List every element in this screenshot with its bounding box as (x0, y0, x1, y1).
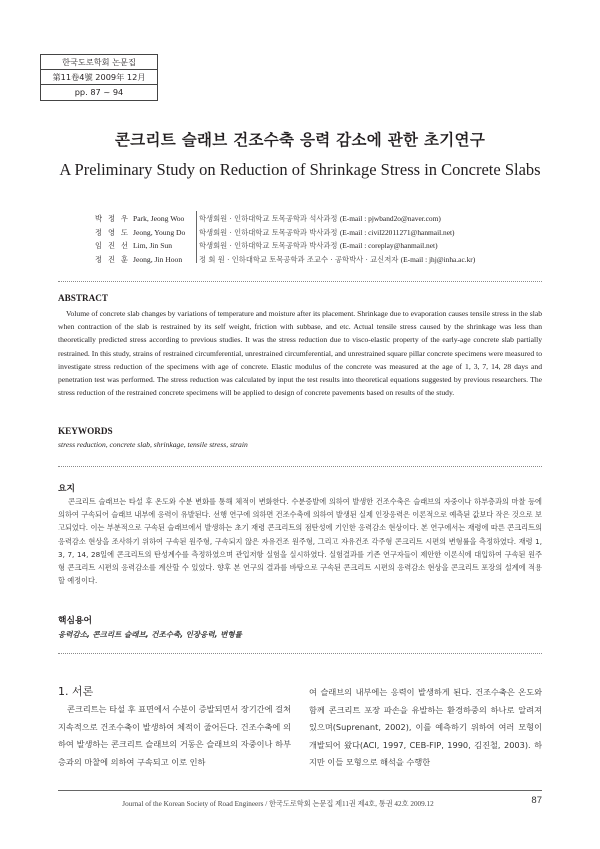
author-name-korean: 임 진 선 (95, 241, 130, 250)
author-name-korean: 박 정 우 (95, 214, 130, 223)
page-number: 87 (531, 795, 542, 806)
section-divider (58, 653, 542, 654)
author-name-korean: 정 영 도 (95, 227, 130, 237)
author-name-korean: 정 진 훈 (95, 254, 130, 264)
keywords-text: stress reduction, concrete slab, shrinkage, tensile stress, strain (58, 440, 248, 449)
journal-name: 한국도로학회 논문집 (41, 55, 157, 70)
section-divider (58, 281, 542, 282)
introduction-text-left: 콘크리트는 타설 후 표면에서 수분이 증발되면서 장기간에 걸쳐 지속적으로 건조수축이 발생하여 체적이 줄어든다. 건조수축에 의하여 발생하는 콘크리트 슬래브의 거동은 슬래브의 자중이나 하부층과의 마찰에 의하여 구속되고 이로 인하 (58, 704, 291, 767)
author-affiliation (199, 226, 455, 239)
affiliation-text: 학생회원 · 인하대학교 토목공학과 석사과정 (199, 214, 338, 223)
journal-info-box (40, 54, 158, 101)
footer-journal-citation: Journal of the Korean Society of Road Engineers / 한국도로학회 논문집 제11권 제4호, 통권 42호 2009.12 (122, 800, 434, 808)
author-name-english: Lim, Jin Sun (133, 241, 173, 250)
author-email: (E-mail : pjwband2o@naver.com) (339, 214, 441, 223)
keywords-heading: KEYWORDS (58, 426, 113, 436)
author-name-english: Jeong, Jin Hoon (133, 254, 183, 264)
author-affiliation (199, 212, 441, 225)
author-affiliation (199, 239, 438, 252)
footer-rule (58, 790, 542, 791)
affiliation-text: 학생회원 · 인하대학교 토목공학과 박사과정 (199, 241, 338, 250)
affiliation-text: 정 회 원 · 인하대학교 토목공학과 조교수 · 공학박사 · 교신저자 (199, 254, 399, 264)
author-name-english: Jeong, Young Do (133, 227, 186, 237)
introduction-text-right: 여 슬래브의 내부에는 응력이 발생하게 된다. 건조수축은 온도와 함께 콘크리트 포장 파손을 유발하는 환경하중의 하나로 알려져 있으며(Suprenant, 2002), 이를 예측하기 위하여 여러 모형이 개발되어 왔다(ACI, 1997, CEB-FIP, 1990, 김진철, 2003). 하지만 이들 모형으로 해석을 수행한 (309, 687, 542, 767)
introduction-heading: 1. 서론 (58, 685, 94, 698)
journal-volume: 第11卷4號 2009年 12月 (41, 70, 157, 85)
author-email: (E-mail : coreplay@hanmail.net) (339, 241, 438, 250)
abstract-text: Volume of concrete slab changes by variations of temperature and moisture after its placement. Shrinkage due to evaporation causes tensile stress in the slab when contraction of the slab is restrained by its self weight, friction with subbase, and etc. Actual tensile stress caused by the shrinkage was less than theoretically predicted stress according to previous studies. It was the stress reduction due to visco-elastic property of the early-age concrete slab partially restrained. In this study, strains of restrained circumferential, unrestrained circumferential, and unrestrained square pillar concrete specimens were measured to investigate stress reduction of the specimens with age of concrete. Elastic modulus of the concrete was measured at the age of 1, 3, 7, 14, 28 days and penetration test was performed. The stress reduction was calculated by input the test results into theoretical equations suggested by previous researchers. The stress reduction of the restrained concrete specimens will be applied to design of concrete pavements based on results of the study. (58, 309, 542, 398)
korean-abstract-text: 콘크리트 슬래브는 타설 후 온도와 수분 변화를 통해 체적이 변화한다. 수분증발에 의하여 발생한 건조수축은 슬래브의 자중이나 하부층과의 마찰 등에 의하여 구속되어 슬래브 내부에 응력이 유발된다. 선행 연구에 의하면 건조수축에 의하여 발생된 실제 인장응력은 이론적으로 예측된 값보다 작은 것으로 보고되었다. 이는 부분적으로 구속된 슬래브에서 발생하는 초기 재령 콘크리트의 점탄성에 기인한 응력감소 현상이다. 본 연구에서는 재령에 따른 콘크리트의 응력감소 현상을 조사하기 위하여 구속된 원주형, 구속되지 않은 자유건조 원주형, 그리고 자유건조 각주형 콘크리트 시편의 변형률을 측정하였다. 재령 1, 3, 7, 14, 28일에 콘크리트의 탄성계수를 측정하였으며 관입저항 실험을 실시하였다. 실험결과를 기존 연구자들이 제안한 이론식에 대입하여 구속된 원주형 콘크리트 시편의 응력감소를 계산할 수 있었다. 향후 본 연구의 결과를 바탕으로 구속된 콘크리트 시편의 응력감소 현상을 콘크리트 포장의 설계에 적용할 예정이다. (58, 497, 542, 586)
body-column-right (309, 684, 542, 772)
author-email: (E-mail : jhj@inha.ac.kr) (400, 254, 476, 264)
affiliation-text: 학생회원 · 인하대학교 토목공학과 박사과정 (199, 227, 338, 237)
author-name-english: Park, Jeong Woo (133, 214, 185, 223)
author-affiliation (199, 253, 475, 266)
korean-keywords-heading: 핵심용어 (58, 616, 92, 626)
korean-abstract-heading: 요지 (58, 484, 75, 494)
author-divider (196, 211, 197, 263)
paper-title-korean: 콘크리트 슬래브 건조수축 응력 감소에 관한 초기연구 (114, 131, 486, 149)
author-email: (E-mail : civil22011271@hanmail.net) (339, 227, 455, 237)
korean-keywords-text: 응력감소, 콘크리트 슬래브, 건조수축, 인장응력, 변형률 (58, 630, 242, 639)
body-column-left (58, 684, 291, 771)
abstract-heading: ABSTRACT (58, 293, 109, 303)
journal-pages: pp. 87 ~ 94 (74, 87, 124, 97)
paper-title-english: A Preliminary Study on Reduction of Shrinkage Stress in Concrete Slabs (59, 160, 541, 179)
section-divider (58, 466, 542, 467)
